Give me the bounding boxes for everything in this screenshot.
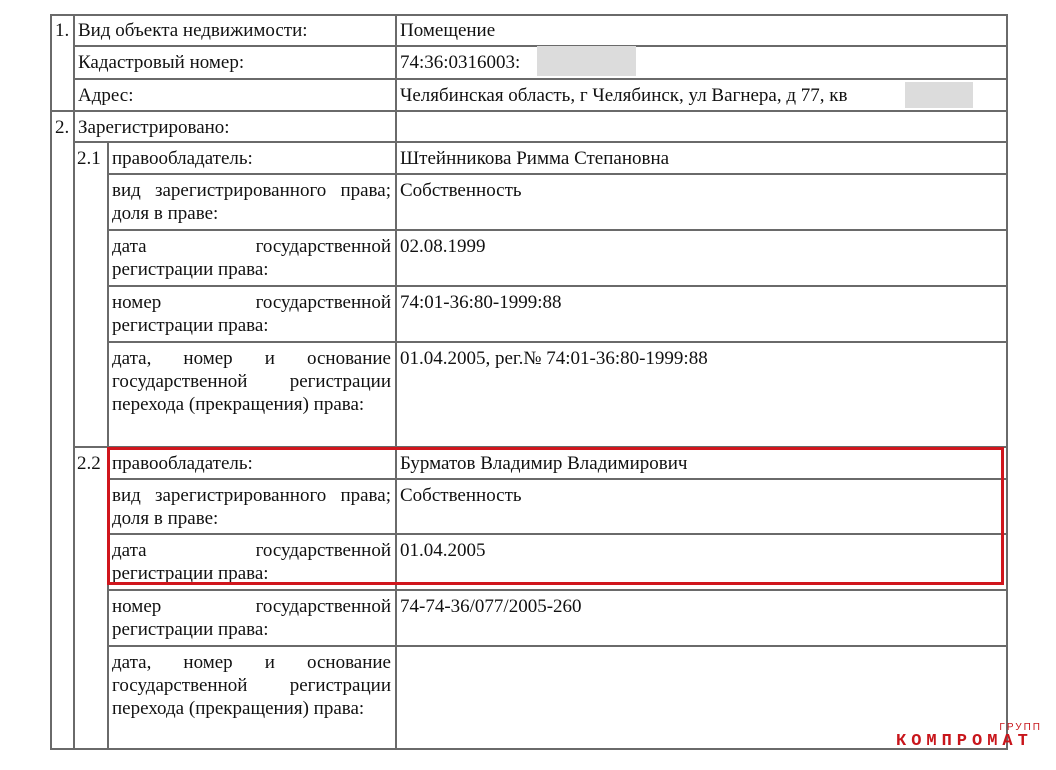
cadastral-number-label: Кадастровый номер: — [78, 52, 245, 73]
right-type-label: вид зарегистрированного права; доля в праве: — [112, 485, 391, 529]
registered-label: Зарегистрировано: — [78, 117, 230, 138]
table-border-bottom — [50, 748, 1008, 750]
row-number-1: 1. — [55, 20, 70, 41]
row-divider — [107, 589, 1008, 591]
holder-value: Штейнникова Римма Степановна — [400, 148, 670, 169]
transfer-value: 01.04.2005, рег.№ 74:01-36:80-1999:88 — [400, 348, 708, 369]
row-divider — [50, 110, 1008, 112]
registration-date-label: дата государственной регистрации права: — [112, 236, 391, 280]
registration-number-label: номер государственной регистрации права: — [112, 292, 391, 336]
address-value: Челябинская область, г Челябинск, ул Вагнера, д 77, кв — [400, 85, 848, 106]
address-label: Адрес: — [78, 85, 134, 106]
row-divider — [107, 645, 1008, 647]
registration-number-value: 74-74-36/077/2005-260 — [400, 596, 582, 617]
holder-label: правообладатель: — [112, 148, 253, 169]
watermark-logo — [896, 722, 1046, 760]
subsection-number-2-2: 2.2 — [77, 453, 101, 474]
holder-value: Бурматов Владимир Владимирович — [400, 453, 688, 474]
row-divider — [107, 229, 1008, 231]
right-type-value: Собственность — [400, 180, 522, 201]
right-type-value: Собственность — [400, 485, 522, 506]
object-type-value: Помещение — [400, 20, 496, 41]
watermark-main-text: КОМПРОМАТ — [896, 732, 1033, 751]
transfer-label: дата, номер и основание государственной регистрации перехода (прекращения) права: — [112, 348, 391, 415]
object-type-label: Вид объекта недвижимости: — [78, 20, 308, 41]
registration-number-value: 74:01-36:80-1999:88 — [400, 292, 562, 313]
redacted-apartment-number — [905, 82, 973, 108]
row-number-2: 2. — [55, 117, 70, 138]
table-border-right — [1006, 14, 1008, 750]
highlight-box — [107, 447, 1004, 585]
row-divider — [73, 78, 1008, 80]
transfer-label: дата, номер и основание государственной регистрации перехода (прекращения) права: — [112, 652, 391, 719]
holder-label: правообладатель: — [112, 453, 253, 474]
registration-date-value: 02.08.1999 — [400, 236, 486, 257]
column-divider — [107, 141, 109, 750]
registration-number-label: номер государственной регистрации права: — [112, 596, 391, 640]
row-divider — [107, 285, 1008, 287]
redacted-cadastral-suffix — [537, 46, 636, 76]
right-type-label: вид зарегистрированного права; доля в праве: — [112, 180, 391, 224]
cadastral-number-value: 74:36:0316003: — [400, 52, 521, 73]
registration-date-label: дата государственной регистрации права: — [112, 540, 391, 584]
row-divider — [73, 141, 1008, 143]
column-divider — [395, 14, 397, 750]
table-border-left — [50, 14, 52, 750]
row-divider — [107, 173, 1008, 175]
table-border-top — [50, 14, 1008, 16]
registration-date-value: 01.04.2005 — [400, 540, 486, 561]
column-divider — [73, 14, 75, 750]
row-divider — [107, 341, 1008, 343]
watermark-small-text: ГРУПП — [999, 722, 1042, 733]
subsection-number-2-1: 2.1 — [77, 148, 101, 169]
